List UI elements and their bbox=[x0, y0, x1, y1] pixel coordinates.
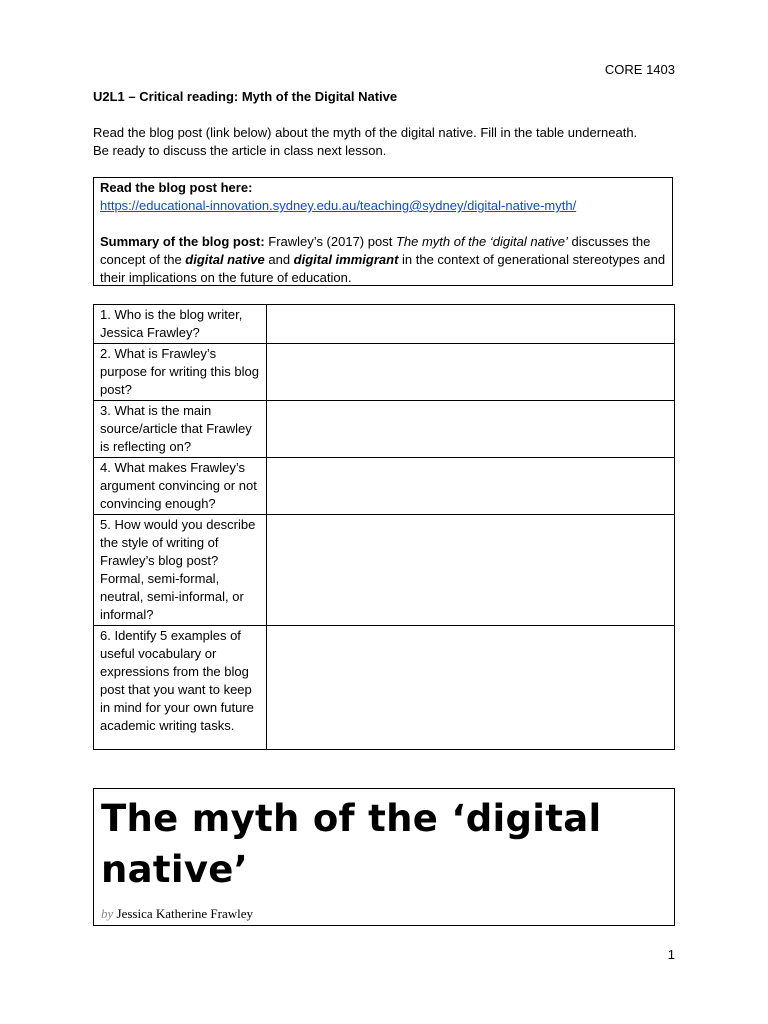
term-digital-native: digital native bbox=[185, 252, 265, 267]
article-byline bbox=[101, 906, 667, 922]
question-cell: 4. What makes Frawley’s argument convincing or not convincing enough? bbox=[94, 458, 267, 515]
table-row bbox=[94, 515, 675, 626]
instructions-text: Read the blog post (link below) about the myth of the digital native. Fill in the table underneath. Be ready to discuss the article in class next lesson. bbox=[93, 125, 638, 158]
read-label: Read the blog post here: bbox=[100, 180, 253, 195]
table-row bbox=[94, 305, 675, 344]
term-digital-immigrant: digital immigrant bbox=[293, 252, 399, 267]
question-cell: 3. What is the main source/article that Frawley is reflecting on? bbox=[94, 401, 267, 458]
article-heading: The myth of the ‘digital native’ bbox=[101, 797, 602, 891]
answer-cell[interactable] bbox=[267, 401, 675, 458]
article-header-box bbox=[93, 788, 675, 926]
blog-link[interactable]: https://educational-innovation.sydney.edu.au/teaching@sydney/digital-native-myth/ bbox=[100, 198, 577, 213]
questions-table bbox=[93, 304, 675, 750]
question-cell: 2. What is Frawley’s purpose for writing this blog post? bbox=[94, 344, 267, 401]
page-number: 1 bbox=[667, 947, 675, 962]
summary-label: Summary of the blog post: bbox=[100, 234, 265, 249]
by-label: by bbox=[101, 906, 114, 921]
question-cell: 1. Who is the blog writer, Jessica Frawley? bbox=[94, 305, 267, 344]
answer-cell[interactable] bbox=[267, 626, 675, 750]
author-name: Jessica Katherine Frawley bbox=[116, 906, 253, 921]
table-row bbox=[94, 344, 675, 401]
summary-part: in the context of generational stereotypes and their implications on the future of education. bbox=[100, 252, 666, 285]
question-cell: 5. How would you describe the style of writing of Frawley’s blog post? Formal, semi-formal, neutral, semi-informal, or informal? bbox=[94, 515, 267, 626]
answer-cell[interactable] bbox=[267, 515, 675, 626]
summary-part: and bbox=[264, 252, 294, 267]
blog-info-box bbox=[93, 177, 673, 286]
question-cell: 6. Identify 5 examples of useful vocabulary or expressions from the blog post that you want to keep in mind for your own future academic writing tasks. bbox=[94, 626, 267, 750]
answer-cell[interactable] bbox=[267, 305, 675, 344]
summary-part: Frawley’s (2017) post bbox=[264, 234, 396, 249]
answer-cell[interactable] bbox=[267, 458, 675, 515]
summary-text bbox=[100, 233, 666, 287]
table-row bbox=[94, 458, 675, 515]
course-code: CORE 1403 bbox=[604, 62, 675, 77]
summary-part: discusses the concept of the bbox=[100, 234, 651, 267]
page-title: U2L1 – Critical reading: Myth of the Digital Native bbox=[93, 89, 398, 104]
summary-post-title: The myth of the ‘digital native’ bbox=[395, 234, 568, 249]
answer-cell[interactable] bbox=[267, 344, 675, 401]
table-row bbox=[94, 626, 675, 750]
table-row bbox=[94, 401, 675, 458]
